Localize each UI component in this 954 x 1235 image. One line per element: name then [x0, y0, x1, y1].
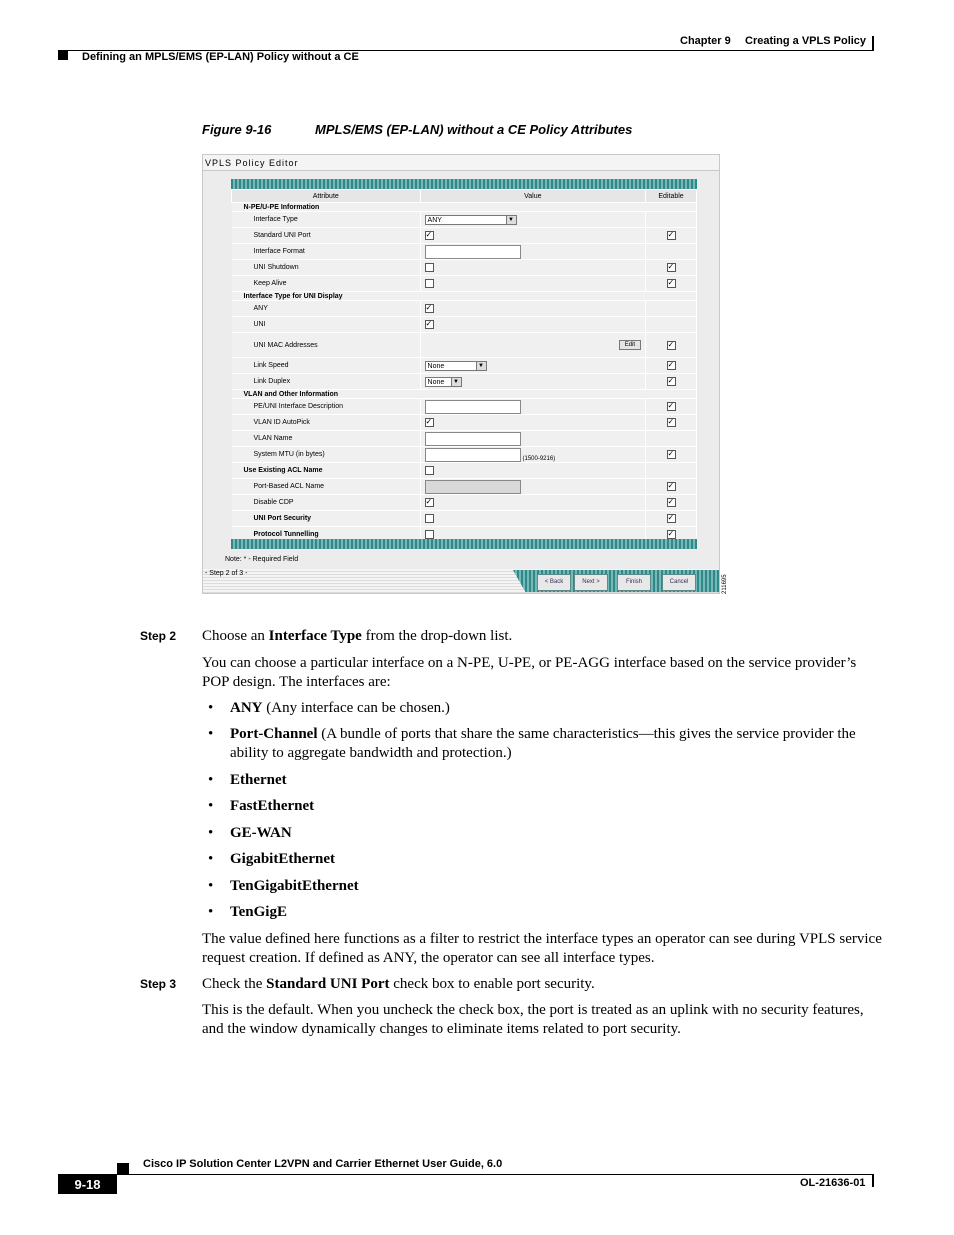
step3-paragraph: This is the default. When you uncheck the check box, the port is treated as an uplink with no security features, and the window dynamically changes to eliminate items related to port security. — [202, 1002, 864, 1037]
table-row — [232, 479, 697, 495]
uni-mac-editable-checkbox[interactable] — [667, 341, 676, 350]
bullet-bold: ANY — [230, 700, 263, 716]
section-title: Defining an MPLS/EMS (EP-LAN) Policy without a CE — [82, 51, 359, 63]
teal-band-top — [231, 179, 697, 189]
step3-text-a: Check the — [202, 976, 267, 992]
table-row — [232, 511, 697, 527]
header-bar — [872, 36, 874, 50]
table-row — [232, 358, 697, 374]
interface-format-input[interactable] — [425, 245, 521, 259]
bullet-dot: • — [208, 825, 214, 841]
bullet-bold: FastEthernet — [230, 798, 315, 814]
chevron-down-icon: ▼ — [451, 378, 461, 386]
step3-text-b: Standard UNI Port — [266, 976, 390, 992]
vpls-policy-editor-screenshot — [202, 154, 720, 594]
bullet-bold: GigabitEthernet — [230, 851, 335, 867]
table-row — [232, 228, 697, 244]
step2-text-b: Interface Type — [268, 628, 362, 644]
disable-cdp-editable-checkbox[interactable] — [667, 498, 676, 507]
use-acl-checkbox[interactable] — [425, 466, 434, 475]
attr-link-duplex: Link Duplex — [232, 374, 421, 390]
table-row — [232, 399, 697, 415]
bullet-dot: • — [208, 851, 214, 867]
table-row — [232, 431, 697, 447]
bullet-bold: TenGigabitEthernet — [230, 878, 359, 894]
teal-band-bottom — [231, 539, 697, 549]
any-checkbox[interactable] — [425, 304, 434, 313]
chapter-title: Creating a VPLS Policy — [745, 35, 867, 47]
step2-filter-paragraph: The value defined here functions as a filter to restrict the interface types an operator can see during VPLS service request creation. If defined as ANY, the operator can see all interface types. — [202, 931, 882, 966]
attr-vlan-name: VLAN Name — [232, 431, 421, 447]
footer-bar — [872, 1174, 874, 1187]
attr-any: ANY — [232, 301, 421, 317]
edit-button[interactable]: Edit — [619, 340, 641, 350]
step2-instruction — [202, 627, 882, 646]
column-header-attribute: Attribute — [232, 190, 421, 203]
bullet-dot: • — [208, 726, 214, 742]
keep-alive-checkbox[interactable] — [425, 279, 434, 288]
step3-label: Step 3 — [140, 977, 177, 991]
interface-type-select[interactable] — [425, 215, 517, 225]
bullet-bold: GE-WAN — [230, 825, 292, 841]
editor-title: VPLS Policy Editor — [203, 155, 719, 171]
bullet-rest: (Any interface can be chosen.) — [262, 700, 450, 716]
bullet-dot: • — [208, 878, 214, 894]
vlan-autopick-editable-checkbox[interactable] — [667, 418, 676, 427]
step-indicator: - Step 2 of 3 - — [205, 570, 248, 577]
chevron-down-icon: ▼ — [506, 216, 516, 224]
step2-paragraph: You can choose a particular interface on a N-PE, U-PE, or PE-AGG interface based on the service provider’s POP design. The interfaces are: — [202, 655, 857, 690]
attr-pe-uni-desc: PE/UNI Interface Description — [232, 399, 421, 415]
table-row — [232, 463, 697, 479]
next-button[interactable]: Next > — [574, 574, 608, 591]
attr-system-mtu: System MTU (in bytes) — [232, 447, 421, 463]
table-row — [232, 212, 697, 228]
vlan-autopick-checkbox[interactable] — [425, 418, 434, 427]
table-row — [232, 244, 697, 260]
figure-number: Figure 9-16 — [202, 122, 272, 137]
section-npe: N-PE/U-PE Information — [232, 203, 697, 212]
uni-shutdown-checkbox[interactable] — [425, 263, 434, 272]
table-row — [232, 447, 697, 463]
link-duplex-value: None — [427, 378, 445, 386]
link-duplex-select[interactable] — [425, 377, 462, 387]
attr-keep-alive: Keep Alive — [232, 276, 421, 292]
column-header-editable: Editable — [646, 190, 697, 203]
step2-text-a: Choose an — [202, 628, 269, 644]
link-speed-editable-checkbox[interactable] — [667, 361, 676, 370]
step2-text-c: from the drop-down list. — [361, 628, 513, 644]
port-acl-input[interactable] — [425, 480, 521, 494]
uni-shutdown-editable-checkbox[interactable] — [667, 263, 676, 272]
interface-type-value: ANY — [427, 216, 442, 224]
keep-alive-editable-checkbox[interactable] — [667, 279, 676, 288]
required-note: Note: * - Required Field — [225, 556, 299, 563]
page-number: 9-18 — [58, 1175, 117, 1194]
pe-uni-desc-editable-checkbox[interactable] — [667, 402, 676, 411]
guide-title: Cisco IP Solution Center L2VPN and Carrier Ethernet User Guide, 6.0 — [143, 1158, 503, 1170]
step3-text-c: check box to enable port security. — [389, 976, 595, 992]
figure-caption: MPLS/EMS (EP-LAN) without a CE Policy Attributes — [315, 122, 633, 137]
table-row — [232, 260, 697, 276]
bullet-bold: TenGigE — [230, 904, 287, 920]
figure-id: 211695 — [722, 574, 728, 594]
table-row — [232, 301, 697, 317]
link-duplex-editable-checkbox[interactable] — [667, 377, 676, 386]
header-block — [58, 50, 68, 60]
attr-vlan-autopick: VLAN ID AutoPick — [232, 415, 421, 431]
section-vlan: VLAN and Other Information — [232, 390, 697, 399]
pe-uni-desc-input[interactable] — [425, 400, 521, 414]
attr-protocol-tunnelling: Protocol Tunnelling — [232, 527, 421, 543]
attr-link-speed: Link Speed — [232, 358, 421, 374]
bullet-dot: • — [208, 700, 214, 716]
cancel-button[interactable]: Cancel — [662, 574, 696, 591]
system-mtu-input[interactable] — [425, 448, 521, 462]
attr-port-acl: Port-Based ACL Name — [232, 479, 421, 495]
uni-checkbox[interactable] — [425, 320, 434, 329]
link-speed-value: None — [427, 362, 445, 370]
attr-uni: UNI — [232, 317, 421, 333]
bullet-dot: • — [208, 798, 214, 814]
table-row — [232, 374, 697, 390]
standard-uni-checkbox[interactable] — [425, 231, 434, 240]
table-row — [232, 495, 697, 511]
table-row — [232, 276, 697, 292]
attr-interface-type: Interface Type — [232, 212, 421, 228]
bullet-rest: (A bundle of ports that share the same characteristics—this gives the service provider the ability to aggregate bandwidth and protection.) — [230, 726, 856, 761]
bullet-bold: Ethernet — [230, 772, 287, 788]
uni-port-security-checkbox[interactable] — [425, 514, 434, 523]
vlan-name-input[interactable] — [425, 432, 521, 446]
port-acl-editable-checkbox[interactable] — [667, 482, 676, 491]
attr-interface-format: Interface Format — [232, 244, 421, 260]
bullet-dot: • — [208, 904, 214, 920]
section-acl: Use Existing ACL Name — [232, 463, 421, 479]
attr-uni-port-security: UNI Port Security — [232, 511, 421, 527]
attr-disable-cdp: Disable CDP — [232, 495, 421, 511]
step3-instruction — [202, 975, 882, 994]
step2-label: Step 2 — [140, 629, 177, 643]
link-speed-select[interactable] — [425, 361, 487, 371]
back-button[interactable]: < Back — [537, 574, 571, 591]
table-row — [232, 317, 697, 333]
attr-standard-uni-port: Standard UNI Port — [232, 228, 421, 244]
protocol-tunnelling-checkbox[interactable] — [425, 530, 434, 539]
doc-id: OL-21636-01 — [800, 1177, 866, 1189]
bullet-bold: Port-Channel — [230, 726, 318, 742]
bullet-dot: • — [208, 772, 214, 788]
mtu-range: (1500-9216) — [522, 455, 556, 462]
section-uni-display: Interface Type for UNI Display — [232, 292, 697, 301]
standard-uni-editable-checkbox[interactable] — [667, 231, 676, 240]
footer-block — [117, 1163, 129, 1174]
disable-cdp-checkbox[interactable] — [425, 498, 434, 507]
footer-rule — [58, 1174, 874, 1175]
attribute-table — [231, 189, 697, 543]
attr-uni-shutdown: UNI Shutdown — [232, 260, 421, 276]
table-row — [232, 415, 697, 431]
chevron-down-icon: ▼ — [476, 362, 486, 370]
attr-uni-mac: UNI MAC Addresses — [232, 333, 421, 358]
uni-port-security-editable-checkbox[interactable] — [667, 514, 676, 523]
finish-button[interactable]: Finish — [617, 574, 651, 591]
table-row — [232, 333, 697, 358]
protocol-tunnelling-editable-checkbox[interactable] — [667, 530, 676, 539]
chapter-number: Chapter 9 — [680, 35, 731, 47]
system-mtu-editable-checkbox[interactable] — [667, 450, 676, 459]
column-header-value: Value — [420, 190, 646, 203]
